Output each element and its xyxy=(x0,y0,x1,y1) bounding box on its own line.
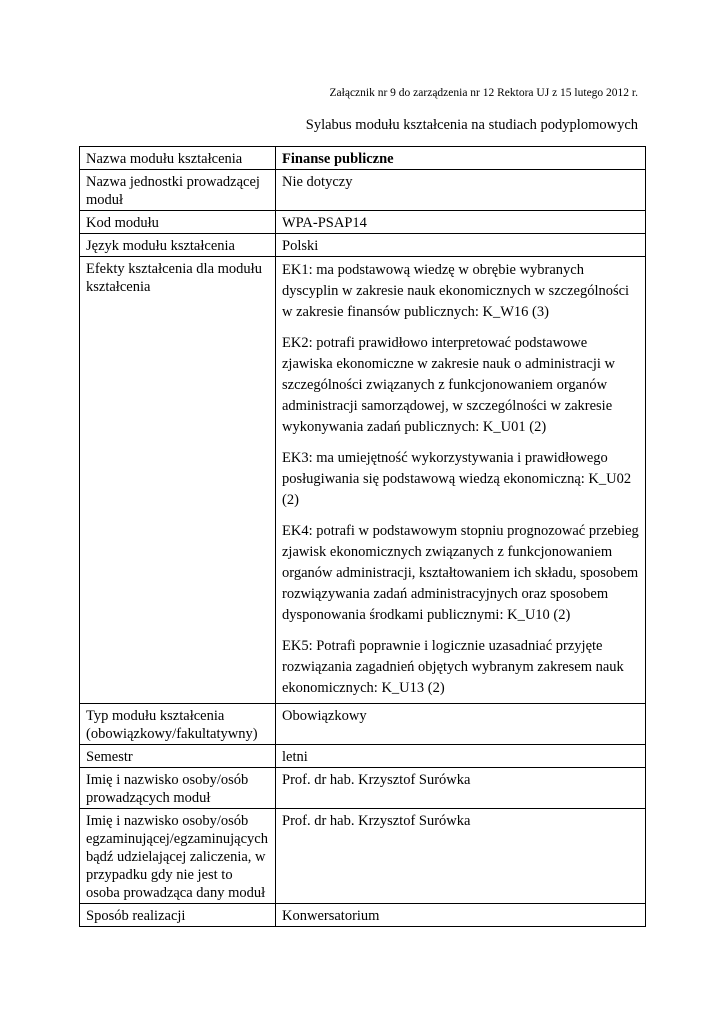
row-label: Nazwa jednostki prowadzącej moduł xyxy=(80,170,276,211)
table-row-code xyxy=(80,211,646,234)
table-row-unit xyxy=(80,170,646,211)
row-value: Nie dotyczy xyxy=(276,170,646,211)
table-row-language xyxy=(80,234,646,257)
row-label: Język modułu kształcenia xyxy=(80,234,276,257)
row-label: Efekty kształcenia dla modułu kształcenia xyxy=(80,257,276,704)
outcome-item: EK3: ma umiejętność wykorzystywania i prawidłowego posługiwania się podstawową wiedzą ekonomiczną: K_U02 (2) xyxy=(282,450,632,508)
syllabus-table xyxy=(79,146,646,927)
table-row-module-type xyxy=(80,704,646,745)
row-label: Kod modułu xyxy=(80,211,276,234)
table-row-delivery-method xyxy=(80,904,646,927)
row-value: letni xyxy=(276,745,646,768)
row-value: Prof. dr hab. Krzysztof Surówka xyxy=(276,768,646,809)
table-row-examiner xyxy=(80,809,646,904)
table-row-instructor xyxy=(80,768,646,809)
row-label: Imię i nazwisko osoby/osób prowadzących moduł xyxy=(80,768,276,809)
outcome-item: EK5: Potrafi poprawnie i logicznie uzasadniać przyjęte rozwiązania zagadnień objętych wybranym zakresem nauk ekonomicznych: K_U13 (2) xyxy=(282,638,624,696)
row-value xyxy=(276,257,646,704)
table-row-module-name xyxy=(80,147,646,170)
row-label: Sposób realizacji xyxy=(80,904,276,927)
row-label: Semestr xyxy=(80,745,276,768)
outcomes-list xyxy=(282,260,639,699)
row-label: Imię i nazwisko osoby/osób egzaminującej/egzaminujących bądź udzielającej zaliczenia, w przypadku gdy nie jest to osoba prowadząca dany moduł xyxy=(80,809,276,904)
outcome-item: EK1: ma podstawową wiedzę w obrębie wybranych dyscyplin w zakresie nauk ekonomicznych w szczególności w zakresie finansów publicznych: K_W16 (3) xyxy=(282,262,630,320)
row-value: Polski xyxy=(276,234,646,257)
row-value: Obowiązkowy xyxy=(276,704,646,745)
table-row-learning-outcomes xyxy=(80,257,646,704)
row-label: Nazwa modułu kształcenia xyxy=(80,147,276,170)
attachment-note: Załącznik nr 9 do zarządzenia nr 12 Rektora UJ z 15 lutego 2012 r. xyxy=(329,87,638,99)
row-label: Typ modułu kształcenia (obowiązkowy/fakultatywny) xyxy=(80,704,276,745)
table-row-semester xyxy=(80,745,646,768)
outcome-item: EK2: potrafi prawidłowo interpretować podstawowe zjawiska ekonomiczne w zakresie nauk o administracji w szczególności związanych z funkcjonowaniem organów administracji samorządowej, w szczególności w zakresie wykonywania zadań publicznych: K_U01 (2) xyxy=(282,335,615,435)
row-value: WPA-PSAP14 xyxy=(276,211,646,234)
row-value: Prof. dr hab. Krzysztof Surówka xyxy=(276,809,646,904)
document-title: Sylabus modułu kształcenia na studiach podyplomowych xyxy=(305,117,638,133)
row-value: Finanse publiczne xyxy=(276,147,646,170)
row-value: Konwersatorium xyxy=(276,904,646,927)
outcome-item: EK4: potrafi w podstawowym stopniu prognozować przebieg zjawisk ekonomicznych związanych z funkcjonowaniem organów administracji, kształtowaniem ich składu, sposobem rozwiązywania zadań administracyjnych oraz sposobem dysponowania środkami publicznymi: K_U10 (2) xyxy=(282,523,639,623)
